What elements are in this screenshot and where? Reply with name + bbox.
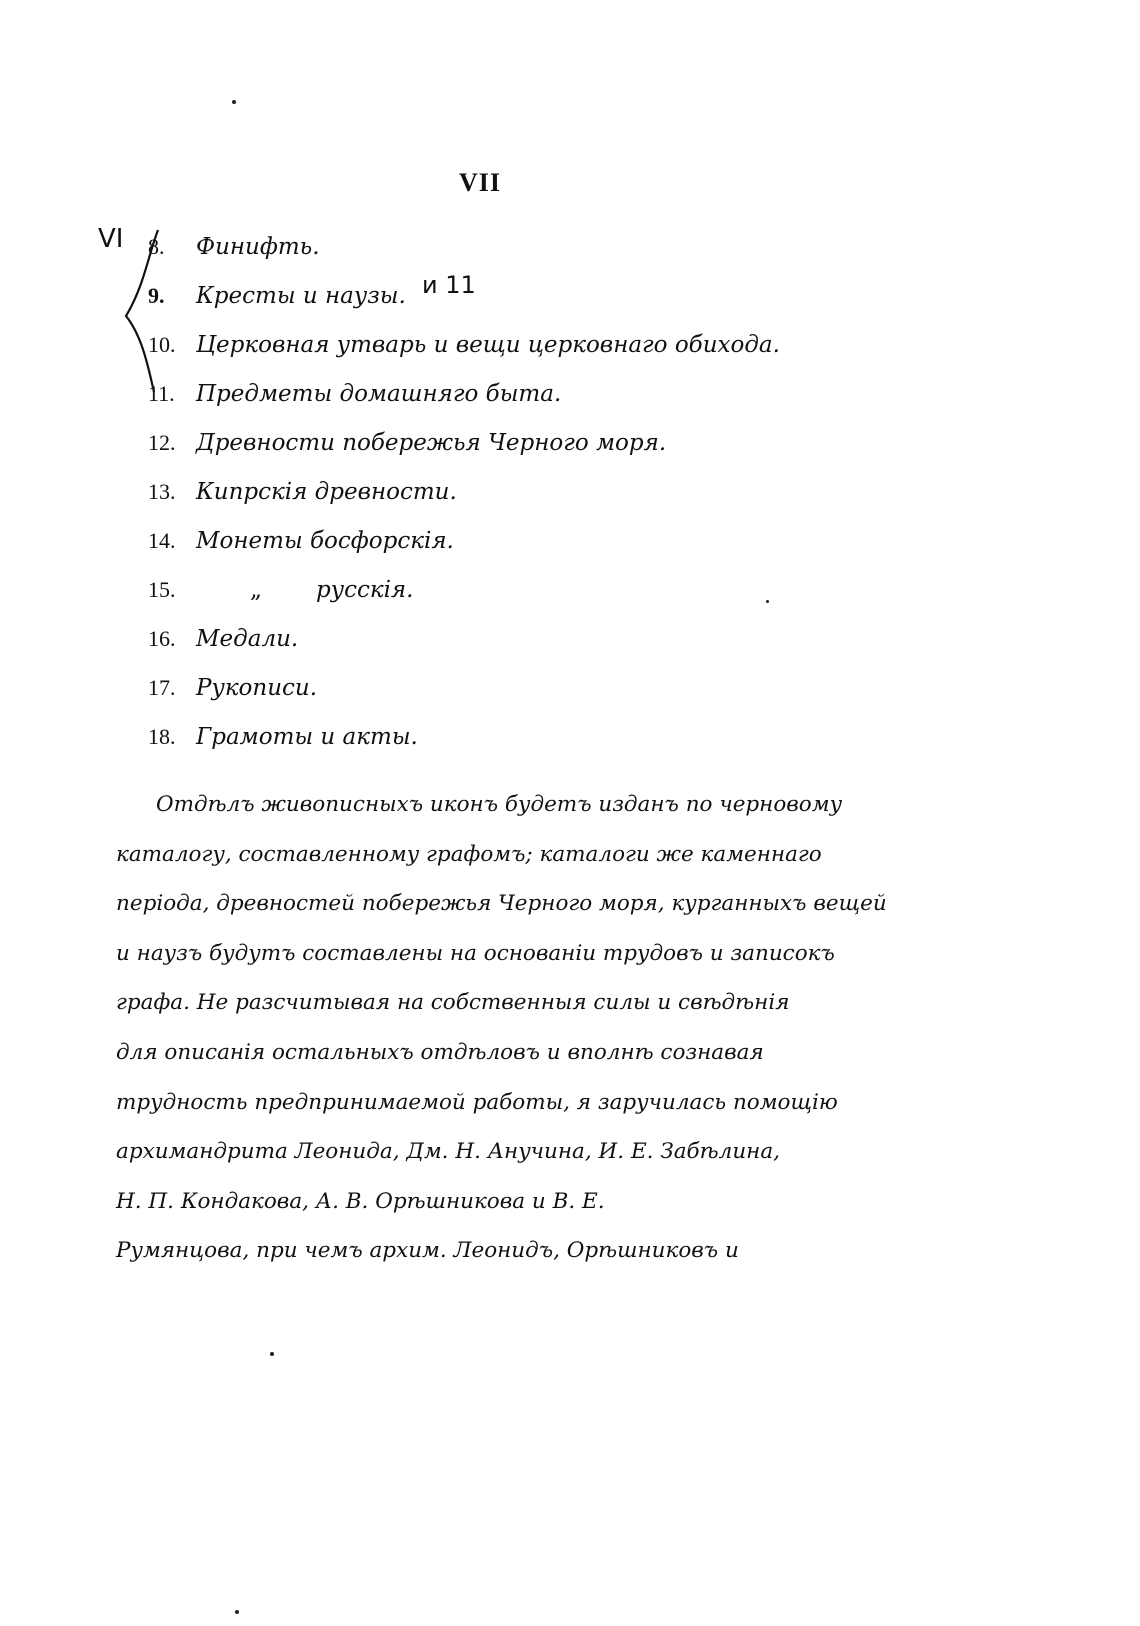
item-number: 9. [148,282,165,308]
list-item [148,516,908,565]
paragraph-line: для описанія остальныхъ отдѣловъ и вполнѣ сознавая [116,1039,764,1065]
item-text: Медали. [196,625,299,652]
page-number: VII [458,168,501,197]
list-item [148,222,908,271]
paragraph-line: и наузъ будутъ составлены на основаніи трудовъ и записокъ [116,940,835,966]
item-text: Церковная утварь и вещи церковнаго обихода. [196,331,780,358]
paragraph-line: періода, древностей побережья Черного моря, курганныхъ вещей [116,891,887,917]
list-item [148,271,908,320]
paragraph-line: Румянцова, при чемъ архим. Леонидъ, Орѣшниковъ и [116,1238,739,1264]
list-item [148,418,908,467]
list-item [148,565,908,614]
ditto-mark: „ [250,576,262,603]
item-text: Грамоты и акты. [196,723,418,750]
scan-speck [270,1352,274,1356]
item-number: 15. [148,576,176,602]
scan-speck [232,100,236,104]
item-number: 8. [148,233,165,259]
item-number: 10. [148,331,176,357]
item-number: 14. [148,527,176,553]
item-text: Кипрскія древности. [196,478,457,505]
scan-speck [235,1610,239,1614]
item-number: 16. [148,625,176,651]
item-text: Монеты босфорскія. [196,527,454,554]
item-text: русскія. [316,576,414,603]
list-item [148,320,908,369]
item-text: Рукописи. [196,674,318,701]
item-number: 17. [148,674,176,700]
handwritten-note-and-11: и 11 [422,271,476,299]
list-item [148,467,908,516]
paragraph-line: Н. П. Кондакова, А. В. Орѣшникова и В. Е. [116,1188,605,1214]
paragraph-line: архимандрита Леонида, Дм. Н. Анучина, И. Е. Забѣлина, [116,1139,780,1165]
item-number: 11. [148,380,175,406]
item-text: Предметы домашняго быта. [196,380,562,407]
item-number: 18. [148,723,176,749]
list-item [148,614,908,663]
list-item [148,663,908,712]
catalog-section-list [148,222,908,761]
paragraph-line: каталогу, составленному графомъ; каталоги же каменнаго [116,841,822,867]
paragraph-line: Отдѣлъ живописныхъ иконъ будетъ изданъ по черновому [156,792,843,817]
paragraph-line: трудность предпринимаемой работы, я заручилась помощію [116,1089,838,1115]
item-number: 12. [148,429,176,455]
item-text: Финифть. [196,233,320,260]
item-text: Кресты и наузы. [196,282,406,309]
paragraph-line: графа. Не разсчитывая на собственныя силы и свѣдѣнія [116,990,790,1016]
handwritten-mark-vi: VI [98,224,124,254]
item-number: 13. [148,478,176,504]
item-text: Древности побережья Черного моря. [196,429,667,456]
list-item [148,369,908,418]
body-paragraph [116,780,887,1276]
list-item [148,712,908,761]
scan-speck [766,600,769,603]
